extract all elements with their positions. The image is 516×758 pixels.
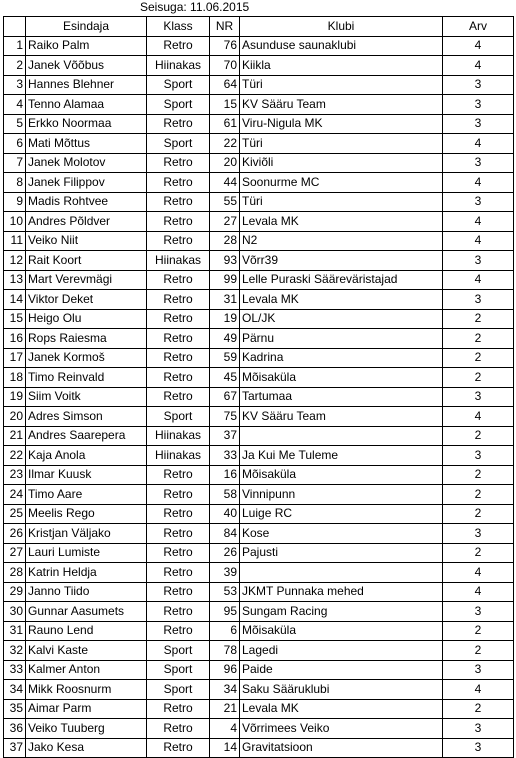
participant-name: Kalvi Kaste bbox=[26, 641, 147, 661]
club-name: OL/JK bbox=[240, 309, 443, 329]
class-cell: Retro bbox=[147, 173, 210, 193]
row-number: 19 bbox=[4, 387, 26, 407]
count-cell: 2 bbox=[443, 426, 514, 446]
participant-name: Siim Voitk bbox=[26, 387, 147, 407]
row-number: 27 bbox=[4, 543, 26, 563]
count-cell: 4 bbox=[443, 173, 514, 193]
participant-name: Mart Verevmägi bbox=[26, 270, 147, 290]
club-name: Mõisaküla bbox=[240, 465, 443, 485]
table-row bbox=[4, 504, 514, 524]
row-number: 31 bbox=[4, 621, 26, 641]
participant-name: Rops Raiesma bbox=[26, 329, 147, 349]
row-number: 34 bbox=[4, 680, 26, 700]
club-name: Türi bbox=[240, 192, 443, 212]
count-cell: 3 bbox=[443, 75, 514, 95]
club-name: Vinnipunn bbox=[240, 485, 443, 505]
count-cell: 3 bbox=[443, 524, 514, 544]
participant-name: Veiko Tuuberg bbox=[26, 719, 147, 739]
count-cell: 2 bbox=[443, 543, 514, 563]
count-cell: 2 bbox=[443, 329, 514, 349]
race-number: 15 bbox=[210, 95, 240, 115]
club-name bbox=[240, 563, 443, 583]
table-row bbox=[4, 738, 514, 758]
club-name: Tartumaa bbox=[240, 387, 443, 407]
row-number: 2 bbox=[4, 56, 26, 76]
class-cell: Sport bbox=[147, 407, 210, 427]
class-cell: Sport bbox=[147, 660, 210, 680]
table-row bbox=[4, 524, 514, 544]
table-row bbox=[4, 309, 514, 329]
participant-name: Kaja Anola bbox=[26, 446, 147, 466]
table-row bbox=[4, 621, 514, 641]
table-body bbox=[4, 36, 514, 758]
race-number: 58 bbox=[210, 485, 240, 505]
race-number: 75 bbox=[210, 407, 240, 427]
table-row bbox=[4, 251, 514, 271]
table-row bbox=[4, 465, 514, 485]
count-cell: 2 bbox=[443, 621, 514, 641]
row-number: 7 bbox=[4, 153, 26, 173]
header-num bbox=[4, 17, 26, 37]
table-row bbox=[4, 134, 514, 154]
count-cell: 3 bbox=[443, 602, 514, 622]
header-class: Klass bbox=[147, 17, 210, 37]
count-cell: 2 bbox=[443, 485, 514, 505]
count-cell: 3 bbox=[443, 387, 514, 407]
club-name: Levala MK bbox=[240, 290, 443, 310]
class-cell: Retro bbox=[147, 348, 210, 368]
table-row bbox=[4, 641, 514, 661]
class-cell: Retro bbox=[147, 153, 210, 173]
row-number: 25 bbox=[4, 504, 26, 524]
participant-name: Janno Tiido bbox=[26, 582, 147, 602]
class-cell: Retro bbox=[147, 738, 210, 758]
count-cell: 2 bbox=[443, 641, 514, 661]
table-row bbox=[4, 348, 514, 368]
count-cell: 3 bbox=[443, 251, 514, 271]
race-number: 4 bbox=[210, 719, 240, 739]
club-name: Kadrina bbox=[240, 348, 443, 368]
race-number: 45 bbox=[210, 368, 240, 388]
count-cell: 2 bbox=[443, 699, 514, 719]
participant-name: Timo Reinvald bbox=[26, 368, 147, 388]
count-cell: 3 bbox=[443, 446, 514, 466]
race-number: 20 bbox=[210, 153, 240, 173]
race-number: 19 bbox=[210, 309, 240, 329]
race-number: 95 bbox=[210, 602, 240, 622]
class-cell: Retro bbox=[147, 504, 210, 524]
class-cell: Retro bbox=[147, 368, 210, 388]
race-number: 70 bbox=[210, 56, 240, 76]
race-number: 6 bbox=[210, 621, 240, 641]
table-row bbox=[4, 407, 514, 427]
club-name: Kiikla bbox=[240, 56, 443, 76]
race-number: 14 bbox=[210, 738, 240, 758]
table-row bbox=[4, 290, 514, 310]
race-number: 84 bbox=[210, 524, 240, 544]
class-cell: Hiinakas bbox=[147, 56, 210, 76]
count-cell: 4 bbox=[443, 134, 514, 154]
table-row bbox=[4, 446, 514, 466]
class-cell: Retro bbox=[147, 485, 210, 505]
row-number: 10 bbox=[4, 212, 26, 232]
participant-name: Katrin Heldja bbox=[26, 563, 147, 583]
race-number: 78 bbox=[210, 641, 240, 661]
race-number: 67 bbox=[210, 387, 240, 407]
class-cell: Retro bbox=[147, 563, 210, 583]
participant-name: Viktor Deket bbox=[26, 290, 147, 310]
club-name: Mõisaküla bbox=[240, 368, 443, 388]
row-number: 33 bbox=[4, 660, 26, 680]
row-number: 1 bbox=[4, 36, 26, 56]
table-row bbox=[4, 368, 514, 388]
race-number: 53 bbox=[210, 582, 240, 602]
club-name: Soonurme MC bbox=[240, 173, 443, 193]
table-row bbox=[4, 56, 514, 76]
row-number: 23 bbox=[4, 465, 26, 485]
row-number: 11 bbox=[4, 231, 26, 251]
count-cell: 4 bbox=[443, 212, 514, 232]
class-cell: Hiinakas bbox=[147, 446, 210, 466]
participant-name: Janek Võõbus bbox=[26, 56, 147, 76]
race-number: 59 bbox=[210, 348, 240, 368]
club-name: N2 bbox=[240, 231, 443, 251]
participant-name: Janek Kormoš bbox=[26, 348, 147, 368]
participant-name: Rauno Lend bbox=[26, 621, 147, 641]
row-number: 8 bbox=[4, 173, 26, 193]
race-number: 55 bbox=[210, 192, 240, 212]
club-name: Asunduse saunaklubi bbox=[240, 36, 443, 56]
race-number: 26 bbox=[210, 543, 240, 563]
count-cell: 3 bbox=[443, 114, 514, 134]
participant-name: Raiko Palm bbox=[26, 36, 147, 56]
race-number: 93 bbox=[210, 251, 240, 271]
row-number: 37 bbox=[4, 738, 26, 758]
club-name: KV Sääru Team bbox=[240, 407, 443, 427]
club-name: KV Sääru Team bbox=[240, 95, 443, 115]
table-row bbox=[4, 75, 514, 95]
class-cell: Sport bbox=[147, 95, 210, 115]
row-number: 36 bbox=[4, 719, 26, 739]
club-name: Türi bbox=[240, 75, 443, 95]
row-number: 18 bbox=[4, 368, 26, 388]
header-club: Klubi bbox=[240, 17, 443, 37]
row-number: 14 bbox=[4, 290, 26, 310]
count-cell: 4 bbox=[443, 582, 514, 602]
participant-name: Ilmar Kuusk bbox=[26, 465, 147, 485]
race-number: 99 bbox=[210, 270, 240, 290]
class-cell: Sport bbox=[147, 641, 210, 661]
table-row bbox=[4, 173, 514, 193]
participant-name: Hannes Blehner bbox=[26, 75, 147, 95]
count-cell: 4 bbox=[443, 36, 514, 56]
table-row bbox=[4, 387, 514, 407]
class-cell: Retro bbox=[147, 309, 210, 329]
club-name: Lelle Puraski Sääreväristajad bbox=[240, 270, 443, 290]
table-row bbox=[4, 95, 514, 115]
club-name bbox=[240, 426, 443, 446]
row-number: 9 bbox=[4, 192, 26, 212]
club-name: Gravitatsioon bbox=[240, 738, 443, 758]
count-cell: 3 bbox=[443, 192, 514, 212]
class-cell: Retro bbox=[147, 212, 210, 232]
participant-name: Erkko Noormaa bbox=[26, 114, 147, 134]
table-row bbox=[4, 680, 514, 700]
participant-name: Mikk Roosnurm bbox=[26, 680, 147, 700]
class-cell: Retro bbox=[147, 543, 210, 563]
count-cell: 4 bbox=[443, 680, 514, 700]
race-number: 40 bbox=[210, 504, 240, 524]
header-nr: NR bbox=[210, 17, 240, 37]
race-number: 21 bbox=[210, 699, 240, 719]
count-cell: 2 bbox=[443, 368, 514, 388]
race-number: 28 bbox=[210, 231, 240, 251]
club-name: Türi bbox=[240, 134, 443, 154]
table-row bbox=[4, 231, 514, 251]
participant-name: Heigo Olu bbox=[26, 309, 147, 329]
participant-name: Andres Saarepera bbox=[26, 426, 147, 446]
table-row bbox=[4, 582, 514, 602]
participant-name: Kristjan Väljako bbox=[26, 524, 147, 544]
table-row bbox=[4, 426, 514, 446]
class-cell: Retro bbox=[147, 602, 210, 622]
club-name: Pärnu bbox=[240, 329, 443, 349]
club-name: Mõisaküla bbox=[240, 621, 443, 641]
count-cell: 3 bbox=[443, 95, 514, 115]
count-cell: 2 bbox=[443, 309, 514, 329]
participant-name: Janek Molotov bbox=[26, 153, 147, 173]
count-cell: 2 bbox=[443, 348, 514, 368]
row-number: 28 bbox=[4, 563, 26, 583]
row-number: 29 bbox=[4, 582, 26, 602]
count-cell: 2 bbox=[443, 504, 514, 524]
class-cell: Retro bbox=[147, 192, 210, 212]
row-number: 32 bbox=[4, 641, 26, 661]
table-row bbox=[4, 212, 514, 232]
row-number: 5 bbox=[4, 114, 26, 134]
count-cell: 3 bbox=[443, 153, 514, 173]
row-number: 6 bbox=[4, 134, 26, 154]
row-number: 24 bbox=[4, 485, 26, 505]
class-cell: Retro bbox=[147, 114, 210, 134]
header-name: Esindaja bbox=[26, 17, 147, 37]
count-cell: 3 bbox=[443, 719, 514, 739]
participant-name: Jako Kesa bbox=[26, 738, 147, 758]
row-number: 16 bbox=[4, 329, 26, 349]
club-name: Kiviõli bbox=[240, 153, 443, 173]
table-row bbox=[4, 543, 514, 563]
club-name: Võrr39 bbox=[240, 251, 443, 271]
class-cell: Retro bbox=[147, 582, 210, 602]
class-cell: Retro bbox=[147, 231, 210, 251]
participant-name: Rait Koort bbox=[26, 251, 147, 271]
table-row bbox=[4, 563, 514, 583]
header-arv: Arv bbox=[443, 17, 514, 37]
participant-name: Lauri Lumiste bbox=[26, 543, 147, 563]
table-row bbox=[4, 699, 514, 719]
row-number: 22 bbox=[4, 446, 26, 466]
race-number: 64 bbox=[210, 75, 240, 95]
class-cell: Retro bbox=[147, 524, 210, 544]
count-cell: 3 bbox=[443, 738, 514, 758]
participant-name: Aimar Parm bbox=[26, 699, 147, 719]
status-date-bar bbox=[0, 0, 516, 16]
participant-name: Madis Rohtvee bbox=[26, 192, 147, 212]
race-number: 61 bbox=[210, 114, 240, 134]
club-name: JKMT Punnaka mehed bbox=[240, 582, 443, 602]
class-cell: Retro bbox=[147, 465, 210, 485]
table-row bbox=[4, 270, 514, 290]
race-number: 76 bbox=[210, 36, 240, 56]
club-name: Viru-Nigula MK bbox=[240, 114, 443, 134]
row-number: 15 bbox=[4, 309, 26, 329]
table-row bbox=[4, 602, 514, 622]
table-row bbox=[4, 36, 514, 56]
row-number: 21 bbox=[4, 426, 26, 446]
participant-name: Mati Mõttus bbox=[26, 134, 147, 154]
count-cell: 4 bbox=[443, 56, 514, 76]
club-name: Lagedi bbox=[240, 641, 443, 661]
count-cell: 4 bbox=[443, 270, 514, 290]
row-number: 30 bbox=[4, 602, 26, 622]
table-row bbox=[4, 485, 514, 505]
class-cell: Hiinakas bbox=[147, 426, 210, 446]
class-cell: Hiinakas bbox=[147, 251, 210, 271]
count-cell: 4 bbox=[443, 563, 514, 583]
row-number: 17 bbox=[4, 348, 26, 368]
count-cell: 4 bbox=[443, 407, 514, 427]
row-number: 20 bbox=[4, 407, 26, 427]
participant-name: Janek Filippov bbox=[26, 173, 147, 193]
class-cell: Sport bbox=[147, 680, 210, 700]
class-cell: Retro bbox=[147, 36, 210, 56]
participant-name: Kalmer Anton bbox=[26, 660, 147, 680]
class-cell: Retro bbox=[147, 270, 210, 290]
row-number: 26 bbox=[4, 524, 26, 544]
club-name: Võrrimees Veiko bbox=[240, 719, 443, 739]
club-name: Luige RC bbox=[240, 504, 443, 524]
table-row bbox=[4, 660, 514, 680]
table-row bbox=[4, 719, 514, 739]
race-number: 44 bbox=[210, 173, 240, 193]
race-number: 39 bbox=[210, 563, 240, 583]
count-cell: 2 bbox=[443, 465, 514, 485]
race-number: 22 bbox=[210, 134, 240, 154]
status-date: Seisuga: 11.06.2015 bbox=[140, 0, 250, 14]
class-cell: Retro bbox=[147, 329, 210, 349]
participant-name: Andres Põldver bbox=[26, 212, 147, 232]
race-number: 33 bbox=[210, 446, 240, 466]
participant-name: Gunnar Aasumets bbox=[26, 602, 147, 622]
class-cell: Sport bbox=[147, 75, 210, 95]
table-row bbox=[4, 153, 514, 173]
class-cell: Retro bbox=[147, 290, 210, 310]
club-name: Kose bbox=[240, 524, 443, 544]
class-cell: Retro bbox=[147, 621, 210, 641]
race-number: 49 bbox=[210, 329, 240, 349]
participant-name: Meelis Rego bbox=[26, 504, 147, 524]
race-number: 31 bbox=[210, 290, 240, 310]
participant-name: Timo Aare bbox=[26, 485, 147, 505]
club-name: Ja Kui Me Tuleme bbox=[240, 446, 443, 466]
table-header-row bbox=[4, 17, 514, 37]
club-name: Paide bbox=[240, 660, 443, 680]
participants-table bbox=[3, 16, 514, 758]
race-number: 27 bbox=[210, 212, 240, 232]
participant-name: Tenno Alamaa bbox=[26, 95, 147, 115]
race-number: 37 bbox=[210, 426, 240, 446]
row-number: 13 bbox=[4, 270, 26, 290]
club-name: Levala MK bbox=[240, 699, 443, 719]
participant-name: Adres Simson bbox=[26, 407, 147, 427]
count-cell: 4 bbox=[443, 231, 514, 251]
table-row bbox=[4, 192, 514, 212]
class-cell: Retro bbox=[147, 699, 210, 719]
row-number: 35 bbox=[4, 699, 26, 719]
participant-name: Veiko Niit bbox=[26, 231, 147, 251]
class-cell: Sport bbox=[147, 134, 210, 154]
club-name: Sungam Racing bbox=[240, 602, 443, 622]
table-row bbox=[4, 329, 514, 349]
race-number: 96 bbox=[210, 660, 240, 680]
race-number: 34 bbox=[210, 680, 240, 700]
club-name: Pajusti bbox=[240, 543, 443, 563]
count-cell: 3 bbox=[443, 660, 514, 680]
row-number: 4 bbox=[4, 95, 26, 115]
club-name: Levala MK bbox=[240, 212, 443, 232]
row-number: 12 bbox=[4, 251, 26, 271]
class-cell: Retro bbox=[147, 387, 210, 407]
row-number: 3 bbox=[4, 75, 26, 95]
table-row bbox=[4, 114, 514, 134]
race-number: 16 bbox=[210, 465, 240, 485]
count-cell: 3 bbox=[443, 290, 514, 310]
club-name: Saku Sääruklubi bbox=[240, 680, 443, 700]
class-cell: Retro bbox=[147, 719, 210, 739]
